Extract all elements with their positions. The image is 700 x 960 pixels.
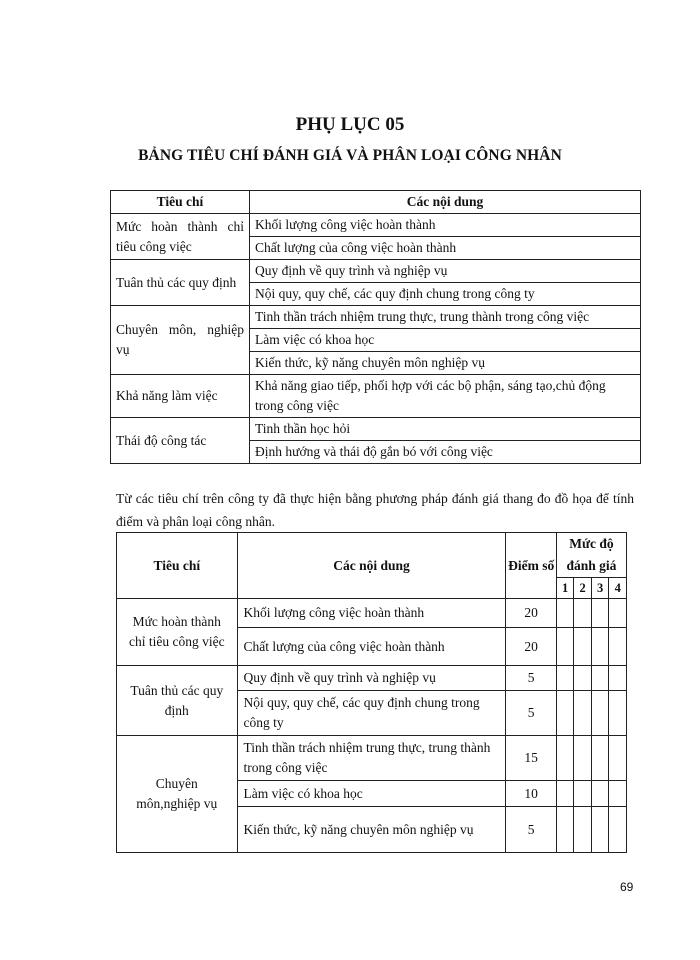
criteria-table — [110, 190, 641, 464]
criterion-cell: Chuyên môn, nghiệp vụ — [111, 306, 250, 375]
header-level: Mức độ đánh giá — [556, 533, 626, 578]
level-cell[interactable] — [609, 736, 627, 781]
content-cell: Chất lượng của công việc hoàn thành — [237, 628, 506, 666]
level-cell[interactable] — [591, 781, 609, 807]
level-cell[interactable] — [591, 691, 609, 736]
appendix-title: PHỤ LỤC 05 — [295, 114, 405, 135]
level-cell[interactable] — [609, 628, 627, 666]
level-cell[interactable] — [556, 781, 574, 807]
table-title: BẢNG TIÊU CHÍ ĐÁNH GIÁ VÀ PHÂN LOẠI CÔNG NHÂN — [138, 147, 562, 164]
level-cell[interactable] — [574, 807, 592, 853]
points-cell: 20 — [506, 628, 556, 666]
header-points: Điểm số — [506, 533, 556, 599]
level-cell[interactable] — [556, 599, 574, 628]
points-cell: 20 — [506, 599, 556, 628]
header-criterion: Tiêu chí — [117, 533, 238, 599]
content-cell: Khả năng giao tiếp, phối hợp với các bộ phận, sáng tạo,chủ động trong công việc — [250, 375, 641, 418]
content-cell: Tinh thần học hỏi — [250, 418, 641, 441]
table-row — [111, 214, 641, 237]
criterion-cell: Mức hoàn thành chỉ tiêu công việc — [117, 599, 238, 666]
points-cell: 15 — [506, 736, 556, 781]
level-cell[interactable] — [609, 781, 627, 807]
header-criterion: Tiêu chí — [111, 191, 250, 214]
scoring-table — [116, 532, 627, 853]
level-cell[interactable] — [556, 691, 574, 736]
table-header-row — [111, 191, 641, 214]
table-row — [117, 599, 627, 628]
header-content: Các nội dung — [250, 191, 641, 214]
points-cell: 10 — [506, 781, 556, 807]
header-content: Các nội dung — [237, 533, 506, 599]
criterion-cell: Khả năng làm việc — [111, 375, 250, 418]
level-cell[interactable] — [591, 599, 609, 628]
criterion-cell: Thái độ công tác — [111, 418, 250, 464]
criterion-cell: Mức hoàn thành chỉ tiêu công việc — [111, 214, 250, 260]
level-cell[interactable] — [609, 807, 627, 853]
table-row — [111, 375, 641, 418]
criterion-cell: Tuân thủ các quy định — [111, 260, 250, 306]
content-cell: Định hướng và thái độ gắn bó với công việc — [250, 441, 641, 464]
level-cell[interactable] — [574, 781, 592, 807]
level-2-header: 2 — [574, 578, 592, 599]
content-cell: Khối lượng công việc hoàn thành — [237, 599, 506, 628]
level-cell[interactable] — [574, 628, 592, 666]
level-cell[interactable] — [609, 691, 627, 736]
table-row — [117, 666, 627, 691]
level-cell[interactable] — [556, 736, 574, 781]
level-cell[interactable] — [591, 736, 609, 781]
table-row — [117, 736, 627, 781]
points-cell: 5 — [506, 807, 556, 853]
level-cell[interactable] — [609, 599, 627, 628]
table-header-row — [117, 533, 627, 578]
content-cell: Kiến thức, kỹ năng chuyên môn nghiệp vụ — [250, 352, 641, 375]
level-3-header: 3 — [591, 578, 609, 599]
level-cell[interactable] — [591, 628, 609, 666]
level-cell[interactable] — [574, 691, 592, 736]
level-cell[interactable] — [591, 807, 609, 853]
level-cell[interactable] — [556, 628, 574, 666]
content-cell: Tinh thần trách nhiệm trung thực, trung thành trong công việc — [237, 736, 506, 781]
content-cell: Làm việc có khoa học — [237, 781, 506, 807]
criterion-cell: Tuân thủ các quy định — [117, 666, 238, 736]
level-cell[interactable] — [556, 807, 574, 853]
level-4-header: 4 — [609, 578, 627, 599]
content-cell: Chất lượng của công việc hoàn thành — [250, 237, 641, 260]
table-row — [111, 260, 641, 283]
content-cell: Nội quy, quy chế, các quy định chung trong công ty — [237, 691, 506, 736]
content-cell: Quy định về quy trình và nghiệp vụ — [250, 260, 641, 283]
content-cell: Khối lượng công việc hoàn thành — [250, 214, 641, 237]
level-cell[interactable] — [591, 666, 609, 691]
table-row — [111, 306, 641, 329]
content-cell: Quy định về quy trình và nghiệp vụ — [237, 666, 506, 691]
level-cell[interactable] — [609, 666, 627, 691]
level-cell[interactable] — [574, 599, 592, 628]
content-cell: Nội quy, quy chế, các quy định chung trong công ty — [250, 283, 641, 306]
content-cell: Tinh thần trách nhiệm trung thực, trung thành trong công việc — [250, 306, 641, 329]
intro-paragraph: Từ các tiêu chí trên công ty đã thực hiện bằng phương pháp đánh giá thang đo đồ họa để tính điểm và phân loại công nhân. — [116, 491, 634, 529]
table-row — [111, 418, 641, 441]
page-number: 69 — [620, 880, 634, 894]
points-cell: 5 — [506, 666, 556, 691]
content-cell: Kiến thức, kỹ năng chuyên môn nghiệp vụ — [237, 807, 506, 853]
level-cell[interactable] — [574, 666, 592, 691]
content-cell: Làm việc có khoa học — [250, 329, 641, 352]
level-cell[interactable] — [556, 666, 574, 691]
criterion-cell: Chuyên môn,nghiệp vụ — [117, 736, 238, 853]
points-cell: 5 — [506, 691, 556, 736]
level-cell[interactable] — [574, 736, 592, 781]
level-1-header: 1 — [556, 578, 574, 599]
